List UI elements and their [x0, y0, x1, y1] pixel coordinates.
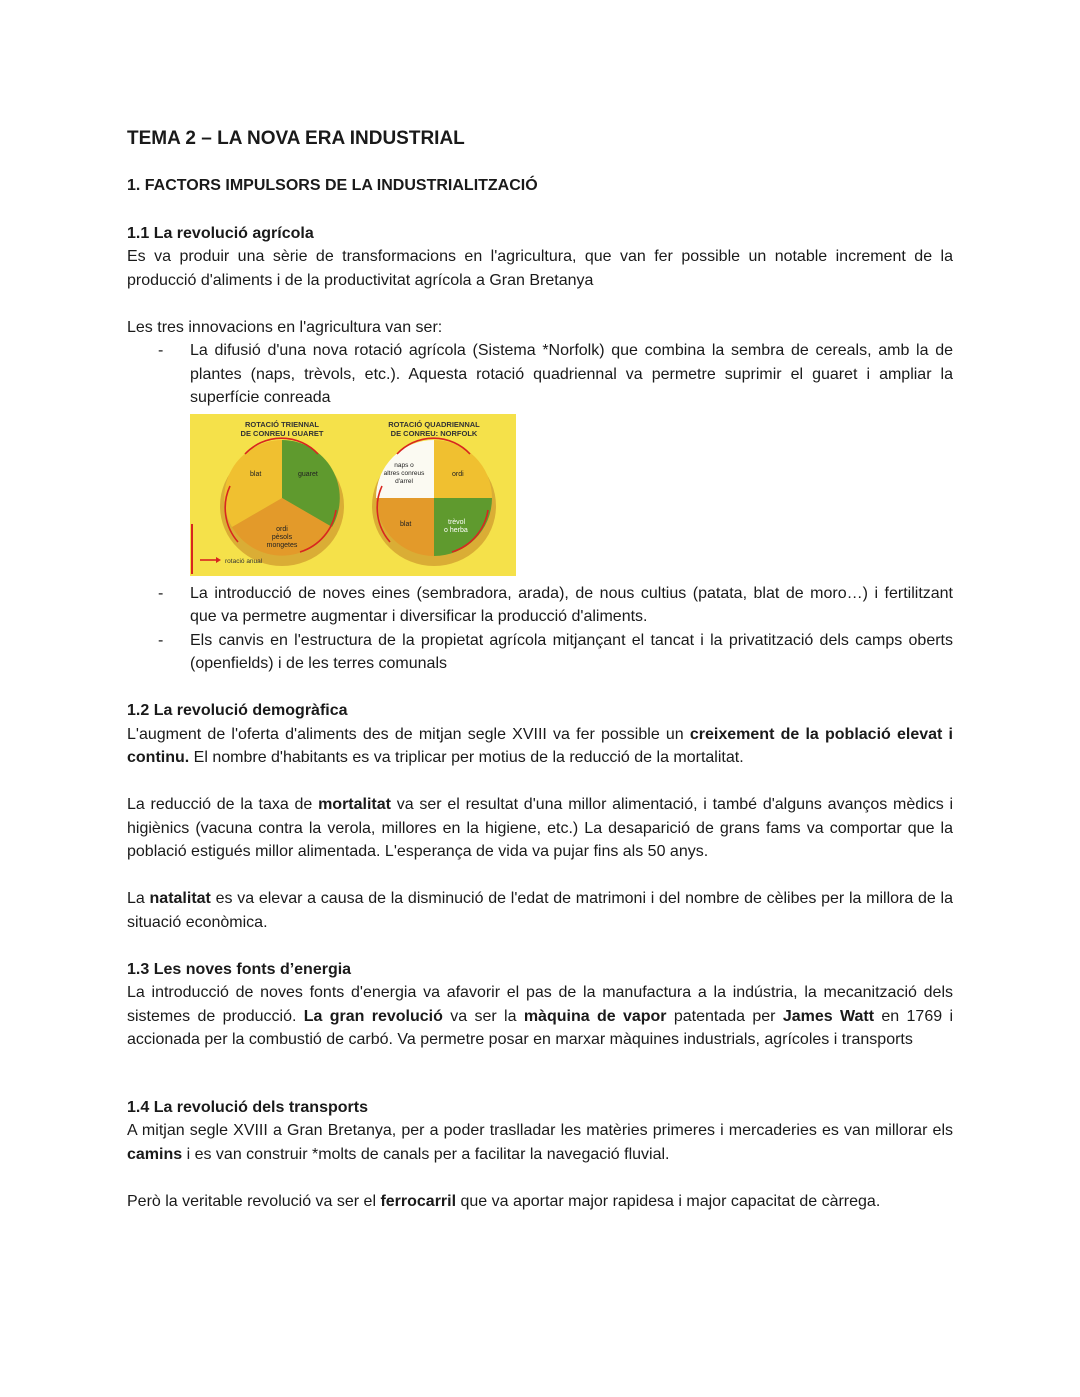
- list-item: - La difusió d'una nova rotació agrícola (Sistema *Norfolk) que combina la sembra de cereals, amb la de plantes (naps, trèvols, etc.). Aquesta rotació quadriennal va permetre suprimir el guaret i ampliar la superfície conreada: [127, 339, 953, 410]
- right-label-ordi: ordi: [452, 470, 464, 478]
- paragraph-1-2-a: L'augment de l'oferta d'aliments des de mitjan segle XVIII va fer possible un creixement de la població elevat i continu. El nombre d'habitants es va triplicar per motius de la reducció de la mortalitat.: [127, 725, 953, 766]
- left-title-2: DE CONREU I GUARET: [240, 428, 324, 438]
- list-item: - La introducció de noves eines (sembradora, arada), de nous cultius (patata, blat de moro…) i fertilitzant que va permetre augmentar i diversificar la producció d'aliments.: [127, 582, 953, 629]
- innovations-list: [127, 339, 953, 410]
- section-heading-1: 1. FACTORS IMPULSORS DE LA INDUSTRIALITZACIÓ: [127, 177, 538, 194]
- right-label-naps-1: naps o: [394, 461, 414, 469]
- paragraph-1-4-b: Però la veritable revolució va ser el ferrocarril que va aportar major rapidesa i major capacitat de càrrega.: [127, 1192, 881, 1210]
- dash-bullet: -: [158, 584, 164, 602]
- left-label-guaret: guaret: [298, 470, 318, 478]
- dash-bullet: -: [158, 342, 164, 359]
- right-label-naps-3: d'arrel: [395, 477, 413, 485]
- heading-1-2: 1.2 La revolució demogràfica: [127, 702, 348, 719]
- paragraph-1-1-intro: Es va produir una sèrie de transformacions en l'agricultura, que van fer possible un notable increment de la producció d'aliments i de la productivitat agrícola a Gran Bretanya: [127, 248, 953, 289]
- paragraph-1-2-b: La reducció de la taxa de mortalitat va ser el resultat d'una millor alimentació, i també d'alguns avanços mèdics i higiènics (vacuna contra la verola, millores en la higiene, etc.) La desaparició de grans fams va comportar que la població estigués millor alimentada. L'esperança de vida va pujar fins als 50 anys.: [127, 796, 954, 860]
- left-title-1: ROTACIÓ TRIENNAL: [244, 419, 320, 429]
- right-label-trevol-1: trèvol: [448, 518, 466, 526]
- paragraph-1-2-c: La natalitat es va elevar a causa de la disminució de l'edat de matrimoni i del nombre de cèlibes per la millora de la situació econòmica.: [127, 890, 953, 931]
- right-title-1: ROTACIÓ QUADRIENNAL: [388, 419, 480, 429]
- innovations-list-cont: [127, 582, 953, 676]
- left-label-blat: blat: [250, 470, 262, 478]
- heading-1-3: 1.3 Les noves fonts d’energia: [127, 960, 352, 978]
- left-label-mongetes: mongetes: [266, 541, 298, 549]
- right-title-2: DE CONREU: NORFOLK: [390, 428, 478, 438]
- right-label-trevol-2: o herba: [444, 526, 468, 534]
- left-label-ordi: ordi: [276, 525, 288, 533]
- document-page: [127, 126, 953, 1213]
- paragraph-innovations-lead: Les tres innovacions en l'agricultura van ser:: [127, 318, 443, 336]
- paragraph-1-3: La introducció de noves fonts d'energia va afavorir el pas de la manufactura a la indústria, la mecanització dels sistemes de producció. La gran revolució va ser la màquina de vapor patentada per James Watt en 1769 i accionada per la combustió de carbó. Va permetre posar en marxar màquines industrials, agrícoles i transports: [127, 984, 954, 1048]
- dash-bullet: -: [158, 631, 164, 649]
- right-label-blat: blat: [400, 520, 412, 528]
- document-title: TEMA 2 – LA NOVA ERA INDUSTRIAL: [127, 128, 465, 149]
- right-label-naps-2: altres conreus: [383, 469, 425, 477]
- list-item: - Els canvis en l'estructura de la propietat agrícola mitjançant el tancat i la privatització dels camps oberts (openfields) i de les terres comunals: [127, 629, 953, 676]
- crop-rotation-figure: [190, 414, 516, 576]
- heading-1-1: 1.1 La revolució agrícola: [127, 224, 314, 242]
- left-label-pesols: pèsols: [271, 533, 293, 541]
- paragraph-1-4-a: A mitjan segle XVIII a Gran Bretanya, per a poder traslladar les matèries primeres i mercaderies es van millorar els camins i es van construir *molts de canals per a facilitar la navegació fluvial.: [127, 1122, 953, 1163]
- heading-1-4: 1.4 La revolució dels transports: [127, 1098, 368, 1116]
- legend-label: rotació anual: [225, 557, 263, 565]
